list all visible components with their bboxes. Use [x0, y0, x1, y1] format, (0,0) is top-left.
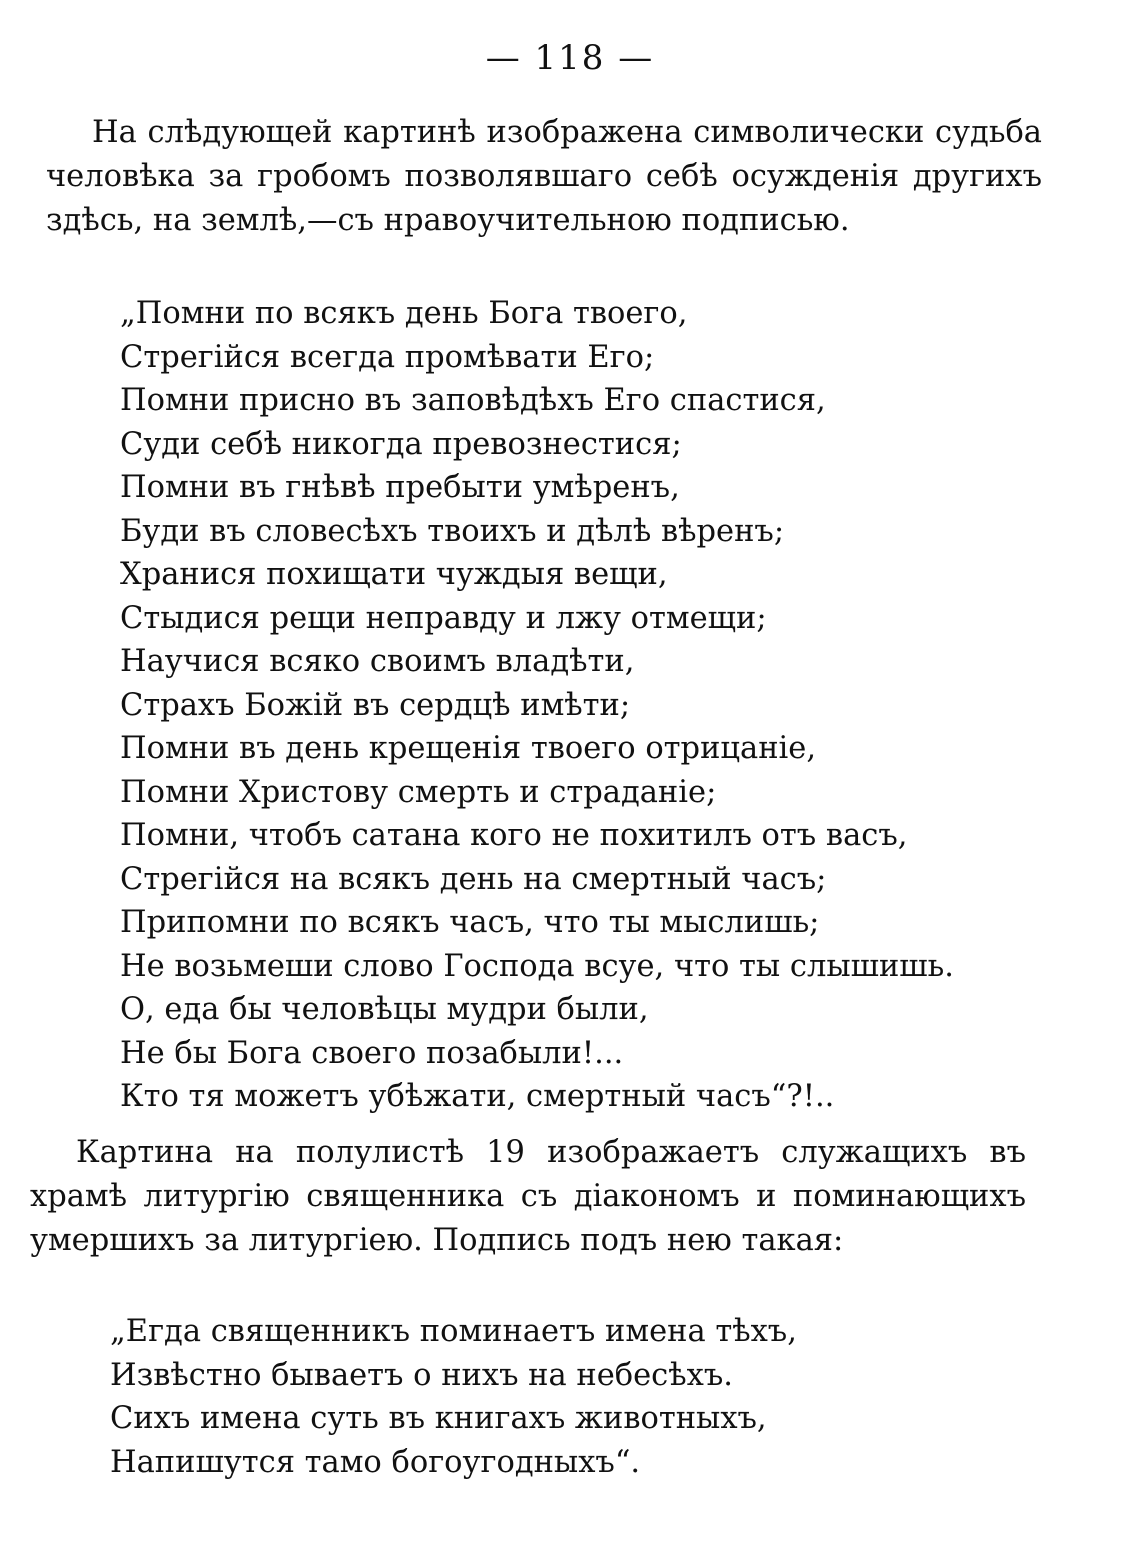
verse-line: Сихъ имена суть въ книгахъ животныхъ,: [110, 1401, 767, 1436]
verse-line: Суди себѣ никогда превознестися;: [120, 426, 682, 462]
verse-line: „Помни по всякъ день Бога твоего,: [120, 296, 688, 331]
verse-line: Не возьмеши слово Господа всуе, что ты слышишь.: [120, 948, 954, 984]
verse-line: Не бы Бога своего позабыли!...: [120, 1035, 624, 1071]
verse-line: Стыдися рещи неправду и лжу отмещи;: [120, 600, 767, 636]
verse-line: Напишутся тамо богоугодныхъ“.: [110, 1444, 641, 1480]
verse-line: Буди въ словесѣхъ твоихъ и дѣлѣ вѣренъ;: [120, 513, 785, 549]
page-number: — 118 —: [485, 38, 655, 78]
verse-line: Помни присно въ заповѣдѣхъ Его спастися,: [120, 383, 826, 418]
paragraph-1: На слѣдующей картинѣ изображена символически судьба человѣка за гробомъ позволявшаго себѣ осужденія другихъ здѣсь, на землѣ,—съ нравоучительною подписью.: [46, 115, 1042, 238]
verse-line: Кто тя можетъ убѣжати, смертный часъ“?!..: [120, 1079, 835, 1114]
verse-block-1: [120, 292, 954, 1119]
verse-line: Стрегійся на всякъ день на смертный часъ;: [120, 861, 827, 897]
verse-line: Хранися похищати чуждыя вещи,: [120, 557, 668, 592]
verse-line: О, еда бы человѣцы мудри были,: [120, 992, 649, 1027]
verse-line: Припомни по всякъ часъ, что ты мыслишь;: [120, 905, 820, 940]
paragraph-2: Картина на полулистѣ 19 изображаетъ служащихъ въ храмѣ литургію священника съ діакономъ и поминающихъ умершихъ за литургіею. Подпись подъ нею такая:: [30, 1135, 1026, 1258]
verse-line: Помни въ гнѣвѣ пребыти умѣренъ,: [120, 470, 680, 505]
verse-line: Помни Христову смерть и страданіе;: [120, 774, 717, 810]
verse-line: Помни въ день крещенія твоего отрицаніе,: [120, 731, 817, 766]
verse-line: Стрегійся всегда промѣвати Его;: [120, 339, 655, 375]
verse-block-2: [110, 1310, 797, 1484]
verse-line: Научися всяко своимъ владѣти,: [120, 644, 635, 679]
verse-line: Страхъ Божій въ сердцѣ имѣти;: [120, 687, 631, 723]
verse-line: „Егда священникъ поминаетъ имена тѣхъ,: [110, 1314, 797, 1349]
verse-line: Помни, чтобъ сатана кого не похитилъ отъ васъ,: [120, 818, 908, 853]
verse-line: Извѣстно бываетъ о нихъ на небесѣхъ.: [110, 1357, 733, 1393]
